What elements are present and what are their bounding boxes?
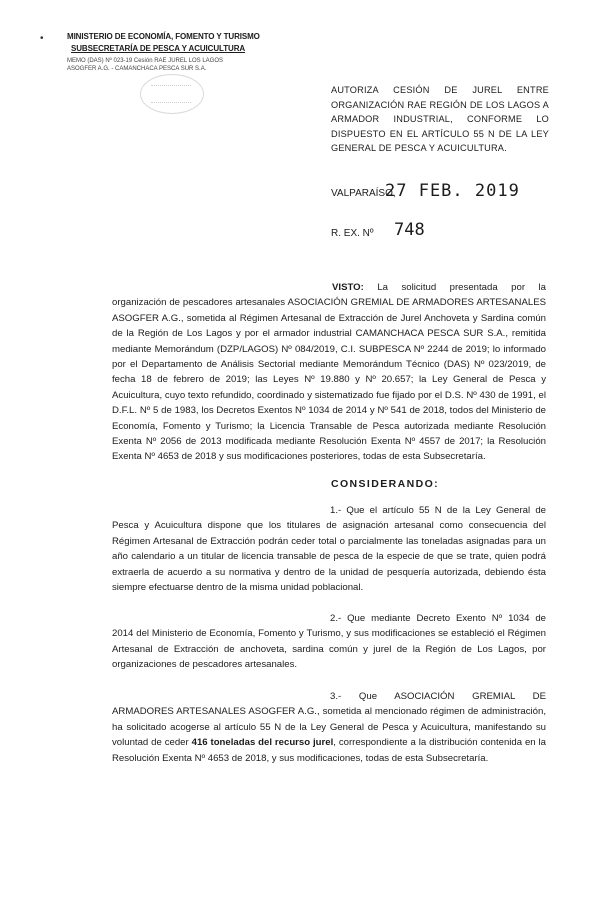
subsecretaria-name: SUBSECRETARÍA DE PESCA Y ACUICULTURA (71, 44, 246, 53)
considerando-item-1: 1.- Que el artículo 55 N de la Ley General de Pesca y Acuicultura dispone que los titulares de asignación artesanal como consecuencia del Régimen Artesanal de Extracción podrán ceder total o parcialmente las toneladas asignadas para un año calendario a un titular de licencia transable de pesca de la especie de que se trate, quien podrá extraerla de acuerdo a su normativa y dentro de la unidad de pesquería autorizada, debiendo ésta siempre efectuarse dentro de la misma unidad poblacional. (112, 505, 546, 594)
item3-text-a: 3.- Que ASOCIACIÓN GREMIAL DE ARMADORES ARTESANALES ASOGFER A.G., sometida al mencionado régimen de administración, ha solicitado acogerse al artículo 55 N de la Ley General de Pesca y Acuicultura, manifestando su voluntad de ceder (112, 691, 546, 749)
considerando-heading: CONSIDERANDO: (331, 478, 440, 490)
resolution-date: 27 FEB. 2019 (385, 181, 520, 201)
visto-label: VISTO: (332, 282, 364, 293)
considerando-item-3 (112, 689, 546, 766)
item3-text-b: , correspondiente a la distribución contenida en la Resolución Exenta Nº 4653 de 2018, y sus modificaciones, todas de esta Subsecretaría. (112, 737, 546, 764)
considerando-item-2: 2.- Que mediante Decreto Exento Nº 1034 de 2014 del Ministerio de Economía, Fomento y Turismo, y sus modificaciones se estableció el Régimen Artesanal de Extracción de anchoveta, sardina común y jurel de la Región de Los Lagos, por organizaciones de pescadores artesanales. (112, 613, 546, 671)
resolution-number: 748 (394, 220, 425, 240)
resolution-label: R. EX. Nº (331, 228, 374, 239)
faded-stamp (140, 74, 204, 114)
resolution-summary: AUTORIZA CESIÓN DE JUREL ENTRE ORGANIZACIÓN RAE REGIÓN DE LOS LAGOS A ARMADOR INDUSTRIAL, CONFORME LO DISPUESTO EN EL ARTÍCULO 55 N DE LA LEY GENERAL DE PESCA Y ACUICULTURA. (331, 85, 549, 153)
memo-line-2: ASOGFER A.G. - CAMANCHACA PESCA SUR S.A. (67, 66, 207, 72)
memo-reference (67, 57, 223, 73)
item3-tonnage: 416 toneladas del recurso jurel (191, 737, 334, 749)
visto-text: La solicitud presentada por la organización de pescadores artesanales ASOCIACIÓN GREMIAL DE ARMADORES ARTESANALES ASOGFER A.G., sometida al Régimen Artesanal de Extracción de Jurel Anchoveta y Sardina común de la Región de Los Lagos y por el armador industrial CAMANCHACA PESCA SUR S.A., remitida mediante Memorándum (DZP/LAGOS) Nº 084/2019, C.I. SUBPESCA Nº 2244 de 2019; lo informado por el Departamento de Análisis Sectorial mediante Memorándum Técnico (DAS) Nº 023/2019, de fecha 18 de febrero de 2019; las Leyes Nº 19.880 y Nº 20.657; la Ley General de Pesca y Acuicultura, cuyo texto refundido, coordinado y sistematizado fue fijado por el D.S. Nº 430 de 1991, el D.F.L. Nº 5 de 1983, los Decretos Exentos Nº 1034 de 2014 y Nº 541 de 2018, todos del Ministerio de Economía, Fomento y Turismo; la Licencia Transable de Pesca autorizada mediante Resolución Exenta Nº 2056 de 2013 modificada mediante Resolución Exenta Nº 4557 de 2017; la Resolución Exenta Nº 4653 de 2018 y sus modificaciones posteriores, todas de esta Subsecretaría. (112, 282, 546, 463)
memo-line-1: MEMO (DAS) Nº 023-19 Cesión RAE JUREL LOS LAGOS (67, 58, 224, 64)
ministry-name: MINISTERIO DE ECONOMÍA, FOMENTO Y TURISMO (67, 32, 260, 41)
place-label: VALPARAÍSO, (331, 188, 396, 199)
visto-paragraph (112, 280, 546, 465)
margin-bullet: • (40, 33, 44, 44)
